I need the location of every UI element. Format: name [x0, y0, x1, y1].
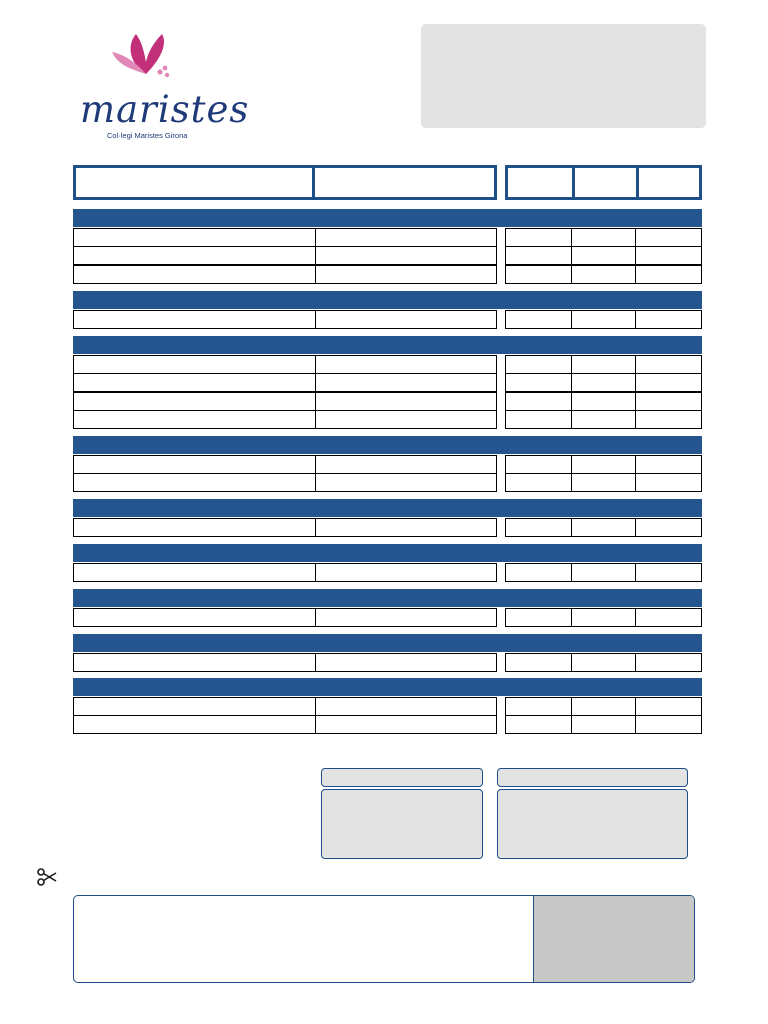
description-cell[interactable] [73, 373, 316, 392]
value-cell[interactable] [571, 455, 636, 474]
value-cell[interactable] [571, 265, 636, 284]
value-cell[interactable] [635, 608, 702, 627]
scissors-icon [36, 866, 58, 888]
value-cell[interactable] [505, 265, 572, 284]
description-cell[interactable] [73, 265, 316, 284]
value-cell[interactable] [635, 392, 702, 411]
reference-cell[interactable] [315, 392, 497, 411]
reference-cell[interactable] [315, 608, 497, 627]
section-bar [73, 589, 702, 607]
value-cell[interactable] [635, 518, 702, 537]
header-cell-reference [315, 165, 497, 200]
value-cell[interactable] [571, 310, 636, 329]
value-cell[interactable] [505, 455, 572, 474]
logo-wordmark: maristes [80, 88, 250, 131]
value-cell[interactable] [571, 473, 636, 492]
value-cell[interactable] [571, 653, 636, 672]
section-bar [73, 291, 702, 309]
section-bar [73, 544, 702, 562]
butterfly-icon [76, 30, 226, 90]
value-cell[interactable] [505, 697, 572, 716]
reference-cell[interactable] [315, 455, 497, 474]
reference-cell[interactable] [315, 310, 497, 329]
header-cell-group [505, 165, 702, 200]
value-cell[interactable] [505, 310, 572, 329]
value-cell[interactable] [505, 715, 572, 734]
logo-subtitle: Col·legi Maristes Girona [107, 131, 188, 140]
value-cell[interactable] [635, 715, 702, 734]
reference-cell[interactable] [315, 265, 497, 284]
value-cell[interactable] [571, 563, 636, 582]
value-cell[interactable] [505, 228, 572, 247]
description-cell[interactable] [73, 310, 316, 329]
section-bar [73, 209, 702, 227]
value-cell[interactable] [635, 563, 702, 582]
reference-cell[interactable] [315, 518, 497, 537]
tear-off-coupon [73, 895, 695, 983]
value-cell[interactable] [505, 473, 572, 492]
description-cell[interactable] [73, 392, 316, 411]
reference-cell[interactable] [315, 715, 497, 734]
value-cell[interactable] [505, 392, 572, 411]
reference-cell[interactable] [315, 355, 497, 374]
stamp-box [421, 24, 706, 128]
value-cell[interactable] [505, 518, 572, 537]
value-cell[interactable] [571, 410, 636, 429]
value-cell[interactable] [635, 246, 702, 265]
reference-cell[interactable] [315, 373, 497, 392]
value-cell[interactable] [635, 473, 702, 492]
value-cell[interactable] [635, 410, 702, 429]
summary-header-box [497, 768, 688, 787]
value-cell[interactable] [571, 228, 636, 247]
value-cell[interactable] [635, 355, 702, 374]
value-cell[interactable] [635, 455, 702, 474]
description-cell[interactable] [73, 563, 316, 582]
reference-cell[interactable] [315, 653, 497, 672]
value-cell[interactable] [571, 373, 636, 392]
reference-cell[interactable] [315, 246, 497, 265]
section-bar [73, 436, 702, 454]
description-cell[interactable] [73, 228, 316, 247]
value-cell[interactable] [505, 653, 572, 672]
description-cell[interactable] [73, 608, 316, 627]
description-cell[interactable] [73, 246, 316, 265]
value-cell[interactable] [505, 608, 572, 627]
value-cell[interactable] [571, 697, 636, 716]
section-bar [73, 336, 702, 354]
value-cell[interactable] [571, 608, 636, 627]
reference-cell[interactable] [315, 473, 497, 492]
description-cell[interactable] [73, 473, 316, 492]
summary-header-box [321, 768, 483, 787]
description-cell[interactable] [73, 455, 316, 474]
value-cell[interactable] [635, 373, 702, 392]
summary-value-box [497, 789, 688, 859]
value-cell[interactable] [635, 265, 702, 284]
value-cell[interactable] [571, 392, 636, 411]
value-cell[interactable] [635, 697, 702, 716]
description-cell[interactable] [73, 697, 316, 716]
value-cell[interactable] [635, 310, 702, 329]
description-cell[interactable] [73, 410, 316, 429]
description-cell[interactable] [73, 518, 316, 537]
school-logo [76, 30, 250, 145]
value-cell[interactable] [571, 518, 636, 537]
value-cell[interactable] [505, 373, 572, 392]
header-cell-description [73, 165, 315, 200]
value-cell[interactable] [571, 246, 636, 265]
value-cell[interactable] [635, 228, 702, 247]
value-cell[interactable] [571, 355, 636, 374]
value-cell[interactable] [635, 653, 702, 672]
description-cell[interactable] [73, 355, 316, 374]
section-bar [73, 678, 702, 696]
value-cell[interactable] [505, 355, 572, 374]
value-cell[interactable] [505, 410, 572, 429]
coupon-stamp-area [533, 896, 694, 982]
description-cell[interactable] [73, 653, 316, 672]
section-bar [73, 634, 702, 652]
value-cell[interactable] [505, 563, 572, 582]
reference-cell[interactable] [315, 563, 497, 582]
reference-cell[interactable] [315, 410, 497, 429]
description-cell[interactable] [73, 715, 316, 734]
value-cell[interactable] [571, 715, 636, 734]
reference-cell[interactable] [315, 228, 497, 247]
reference-cell[interactable] [315, 697, 497, 716]
section-bar [73, 499, 702, 517]
summary-value-box [321, 789, 483, 859]
value-cell[interactable] [505, 246, 572, 265]
